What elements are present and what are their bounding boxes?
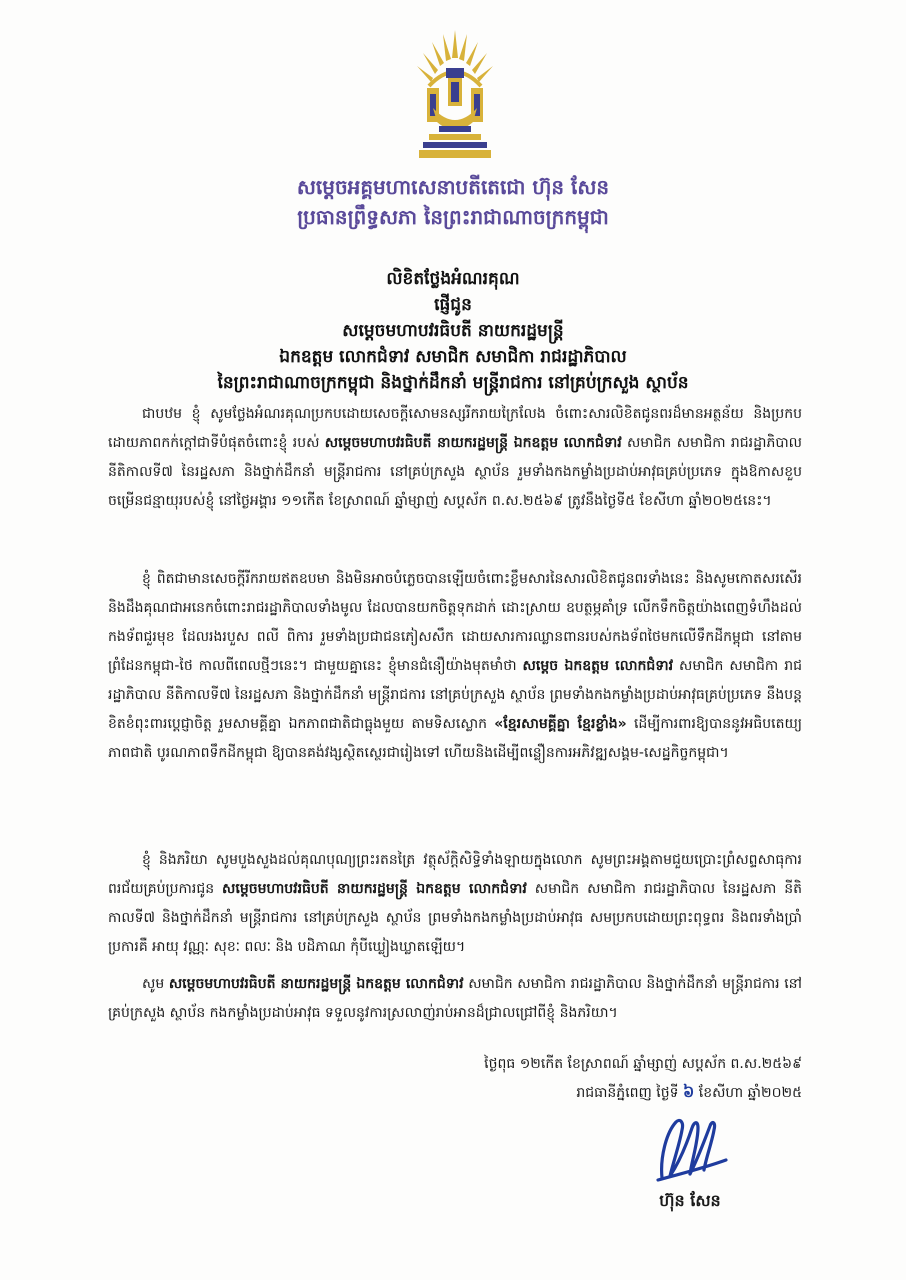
recipient-line-2: ឯកឧត្តម លោកជំទាវ សមាជិក សមាជិកា រាជរដ្ឋាភិបាល: [279, 347, 627, 367]
p1-text-a: ជាបឋម ខ្ញុំ សូមថ្លែងអំណរគុណប្រកបដោយសេចក្តីសោមនស្សរីករាយក្រៃលែង ចំពោះសារលិខិតជូនពរដ៏មានអត្ថន័យ និងប្រកបដោយភាពកក់ក្តៅជាទីបំផុតចំពោះខ្ញុំ របស់: [108, 406, 802, 451]
p3-text-c: សមាជិក សមាជិកា រាជរដ្ឋាភិបាល នៃរដ្ឋសភា នីតិកាលទី៧ និងថ្នាក់ដឹកនាំ មន្ត្រីរាជការ នៅគ្រប់ក្រសួង ស្ថាប័ន ព្រមទាំងកងកម្លាំងប្រដាប់អាវុធ សមប្រកបដោយព្រះពុទ្ធពរ និងពរទាំងប្រាំប្រការគឺ អាយុ វណ្ណៈ សុខៈ ពលៈ និង បដិភាណ កុំបីឃ្លៀងឃ្លាតឡើយ។: [108, 881, 803, 955]
sender-role: ប្រធានព្រឹទ្ធសភា នៃព្រះរាជាណាចក្រកម្ពុជា: [297, 205, 609, 229]
p4-text-c: សមាជិក សមាជិកា រាជរដ្ឋាភិបាល និងថ្នាក់ដឹកនាំ មន្ត្រីរាជការ នៅគ្រប់ក្រសួង ស្ថាប័ន កងកម្លាំងប្រដាប់អាវុធ ទទួលនូវការស្រលាញ់រាប់អានដ៏ជ្រាលជ្រៅពីខ្ញុំ និងភរិយា។: [108, 976, 803, 1021]
recipient-line-1: សម្តេចមហាបវរធិបតី នាយករដ្ឋមន្ត្រី: [342, 321, 564, 341]
place-date-month-year: ខែសីហា ឆ្នាំ២០២៥: [698, 1085, 802, 1101]
addressed-to: ផ្ញើជូន: [434, 295, 472, 315]
letter-title: លិខិតថ្លែងអំណរគុណ: [386, 269, 520, 289]
sender-name: សម្តេចអគ្គមហាសេនាបតីតេជោ ហ៊ុន សែន: [296, 175, 610, 199]
body-paragraph-2: [108, 565, 802, 768]
handwritten-day: ៦: [682, 1082, 695, 1101]
lunar-date: ថ្ងៃពុធ ១២កើត ខែស្រាពណ៍ ឆ្នាំម្សាញ់ សប្តស័ក ព.ស.២៥៦៩: [484, 1056, 802, 1072]
place-date-prefix: រាជធានីភ្នំពេញ ថ្ងៃទី: [576, 1085, 679, 1101]
body-paragraph-3: [108, 846, 802, 962]
p4-bold-honorific: សម្តេចមហាបវរធិបតី នាយករដ្ឋមន្ត្រី ឯកឧត្តម លោកជំទាវ: [168, 976, 464, 992]
p1-bold-honorific: សម្តេចមហាបវរធិបតី នាយករដ្ឋមន្ត្រី ឯកឧត្តម លោកជំទាវ: [324, 435, 622, 451]
body-paragraph-4: [108, 970, 802, 1028]
p2-bold-honorific: សម្តេច ឯកឧត្តម លោកជំទាវ: [522, 658, 674, 674]
senate-emblem-icon: [413, 28, 497, 164]
signer-name: ហ៊ុន សែន: [659, 1191, 721, 1210]
p2-bold-slogan: «ខ្មែរសាមគ្គីគ្នា ខ្មែរខ្លាំង»: [494, 716, 627, 732]
p2-text-c: សមាជិក សមាជិកា រាជរដ្ឋាភិបាល នីតិកាលទី៧ នៃរដ្ឋសភា និងថ្នាក់ដឹកនាំ មន្ត្រីរាជការ នៅគ្រប់ក្រសួង ស្ថាប័ន ព្រមទាំងកងកម្លាំងប្រដាប់អាវុធគ្រប់ប្រភេទ នឹងបន្តខិតខំពុះពារប្តេជ្ញាចិត្ត រួមសាមគ្គីគ្នា ឯកភាពជាតិជាធ្លុងមួយ តាមទិសស្លោក: [108, 658, 802, 732]
place-date: [576, 1078, 802, 1107]
p4-text-a: សូម: [142, 976, 169, 992]
p2-text-e: ដើម្បីការពារឱ្យបាននូវអធិបតេយ្យភាពជាតិ បូរណភាពទឹកដីកម្ពុជា ឱ្យបានគង់វង្សស្ថិតស្ថេរជារៀងទៅ ហើយនិងដើម្បីពន្លឿនការអភិវឌ្ឍសង្គម-សេដ្ឋកិច្ចកម្ពុជា។: [108, 716, 803, 761]
body-paragraph-1: [108, 400, 802, 516]
p1-text-c: សមាជិក សមាជិកា រាជរដ្ឋាភិបាល នីតិកាលទី៧ នៃរដ្ឋសភា និងថ្នាក់ដឹកនាំ មន្ត្រីរាជការ នៅគ្រប់ក្រសួង ស្ថាប័ន រួមទាំងកងកម្លាំងប្រដាប់អាវុធគ្រប់ប្រភេទ ក្នុងឱកាសខួបចម្រើនជន្មាយុរបស់ខ្ញុំ នៅថ្ងៃអង្គារ ១១កើត ខែស្រាពណ៍ ឆ្នាំម្សាញ់ សប្តស័ក ព.ស.២៥៦៩ ត្រូវនឹងថ្ងៃទី៥ ខែសីហា ឆ្នាំ២០២៥នេះ។: [108, 435, 802, 509]
p3-text-a: ខ្ញុំ និងភរិយា សូមបួងសួងដល់គុណបុណ្យព្រះរតនត្រៃ វត្ថុស័ក្តិសិទ្ធិទាំងឡាយក្នុងលោក សូមព្រះអង្គតាមជួយប្រោះព្រំសព្ទសាធុការពរជ័យគ្រប់ប្រការជូន: [108, 852, 802, 897]
p3-bold-honorific: សម្តេចមហាបវរធិបតី នាយករដ្ឋមន្ត្រី ឯកឧត្តម លោកជំទាវ: [222, 881, 527, 897]
signature-icon: [640, 1108, 740, 1198]
p2-text-a: ខ្ញុំ ពិតជាមានសេចក្តីរីករាយឥតឧបមា និងមិនអាចបំភ្លេចបានឡើយចំពោះខ្លឹមសារនៃសារលិខិតជូនពរទាំងនេះ និងសូមកោតសរសើរ និងដឹងគុណជាអនេកចំពោះរាជរដ្ឋាភិបាលទាំងមូល ដែលបានយកចិត្តទុកដាក់ ដោះស្រាយ ឧបត្ថម្ភគាំទ្រ លើកទឹកចិត្តយ៉ាងពេញទំហឹងដល់កងទ័ពជួរមុខ ដែលរងរបួស ពលី ពិការ រួមទាំងប្រជាជនភៀសសឹក ដោយសារការឈ្លានពានរបស់កងទ័ពថៃមកលើទឹកដីកម្ពុជា នៅតាមព្រំដែនកម្ពុជា-ថៃ កាលពីពេលថ្មីៗនេះ។ ជាមួយគ្នានេះ ខ្ញុំមានជំនឿយ៉ាងមុតមាំថា: [108, 571, 802, 674]
recipient-line-3: នៃព្រះរាជាណាចក្រកម្ពុជា និងថ្នាក់ដឹកនាំ មន្ត្រីរាជការ នៅគ្រប់ក្រសួង ស្ថាប័ន: [217, 373, 689, 393]
